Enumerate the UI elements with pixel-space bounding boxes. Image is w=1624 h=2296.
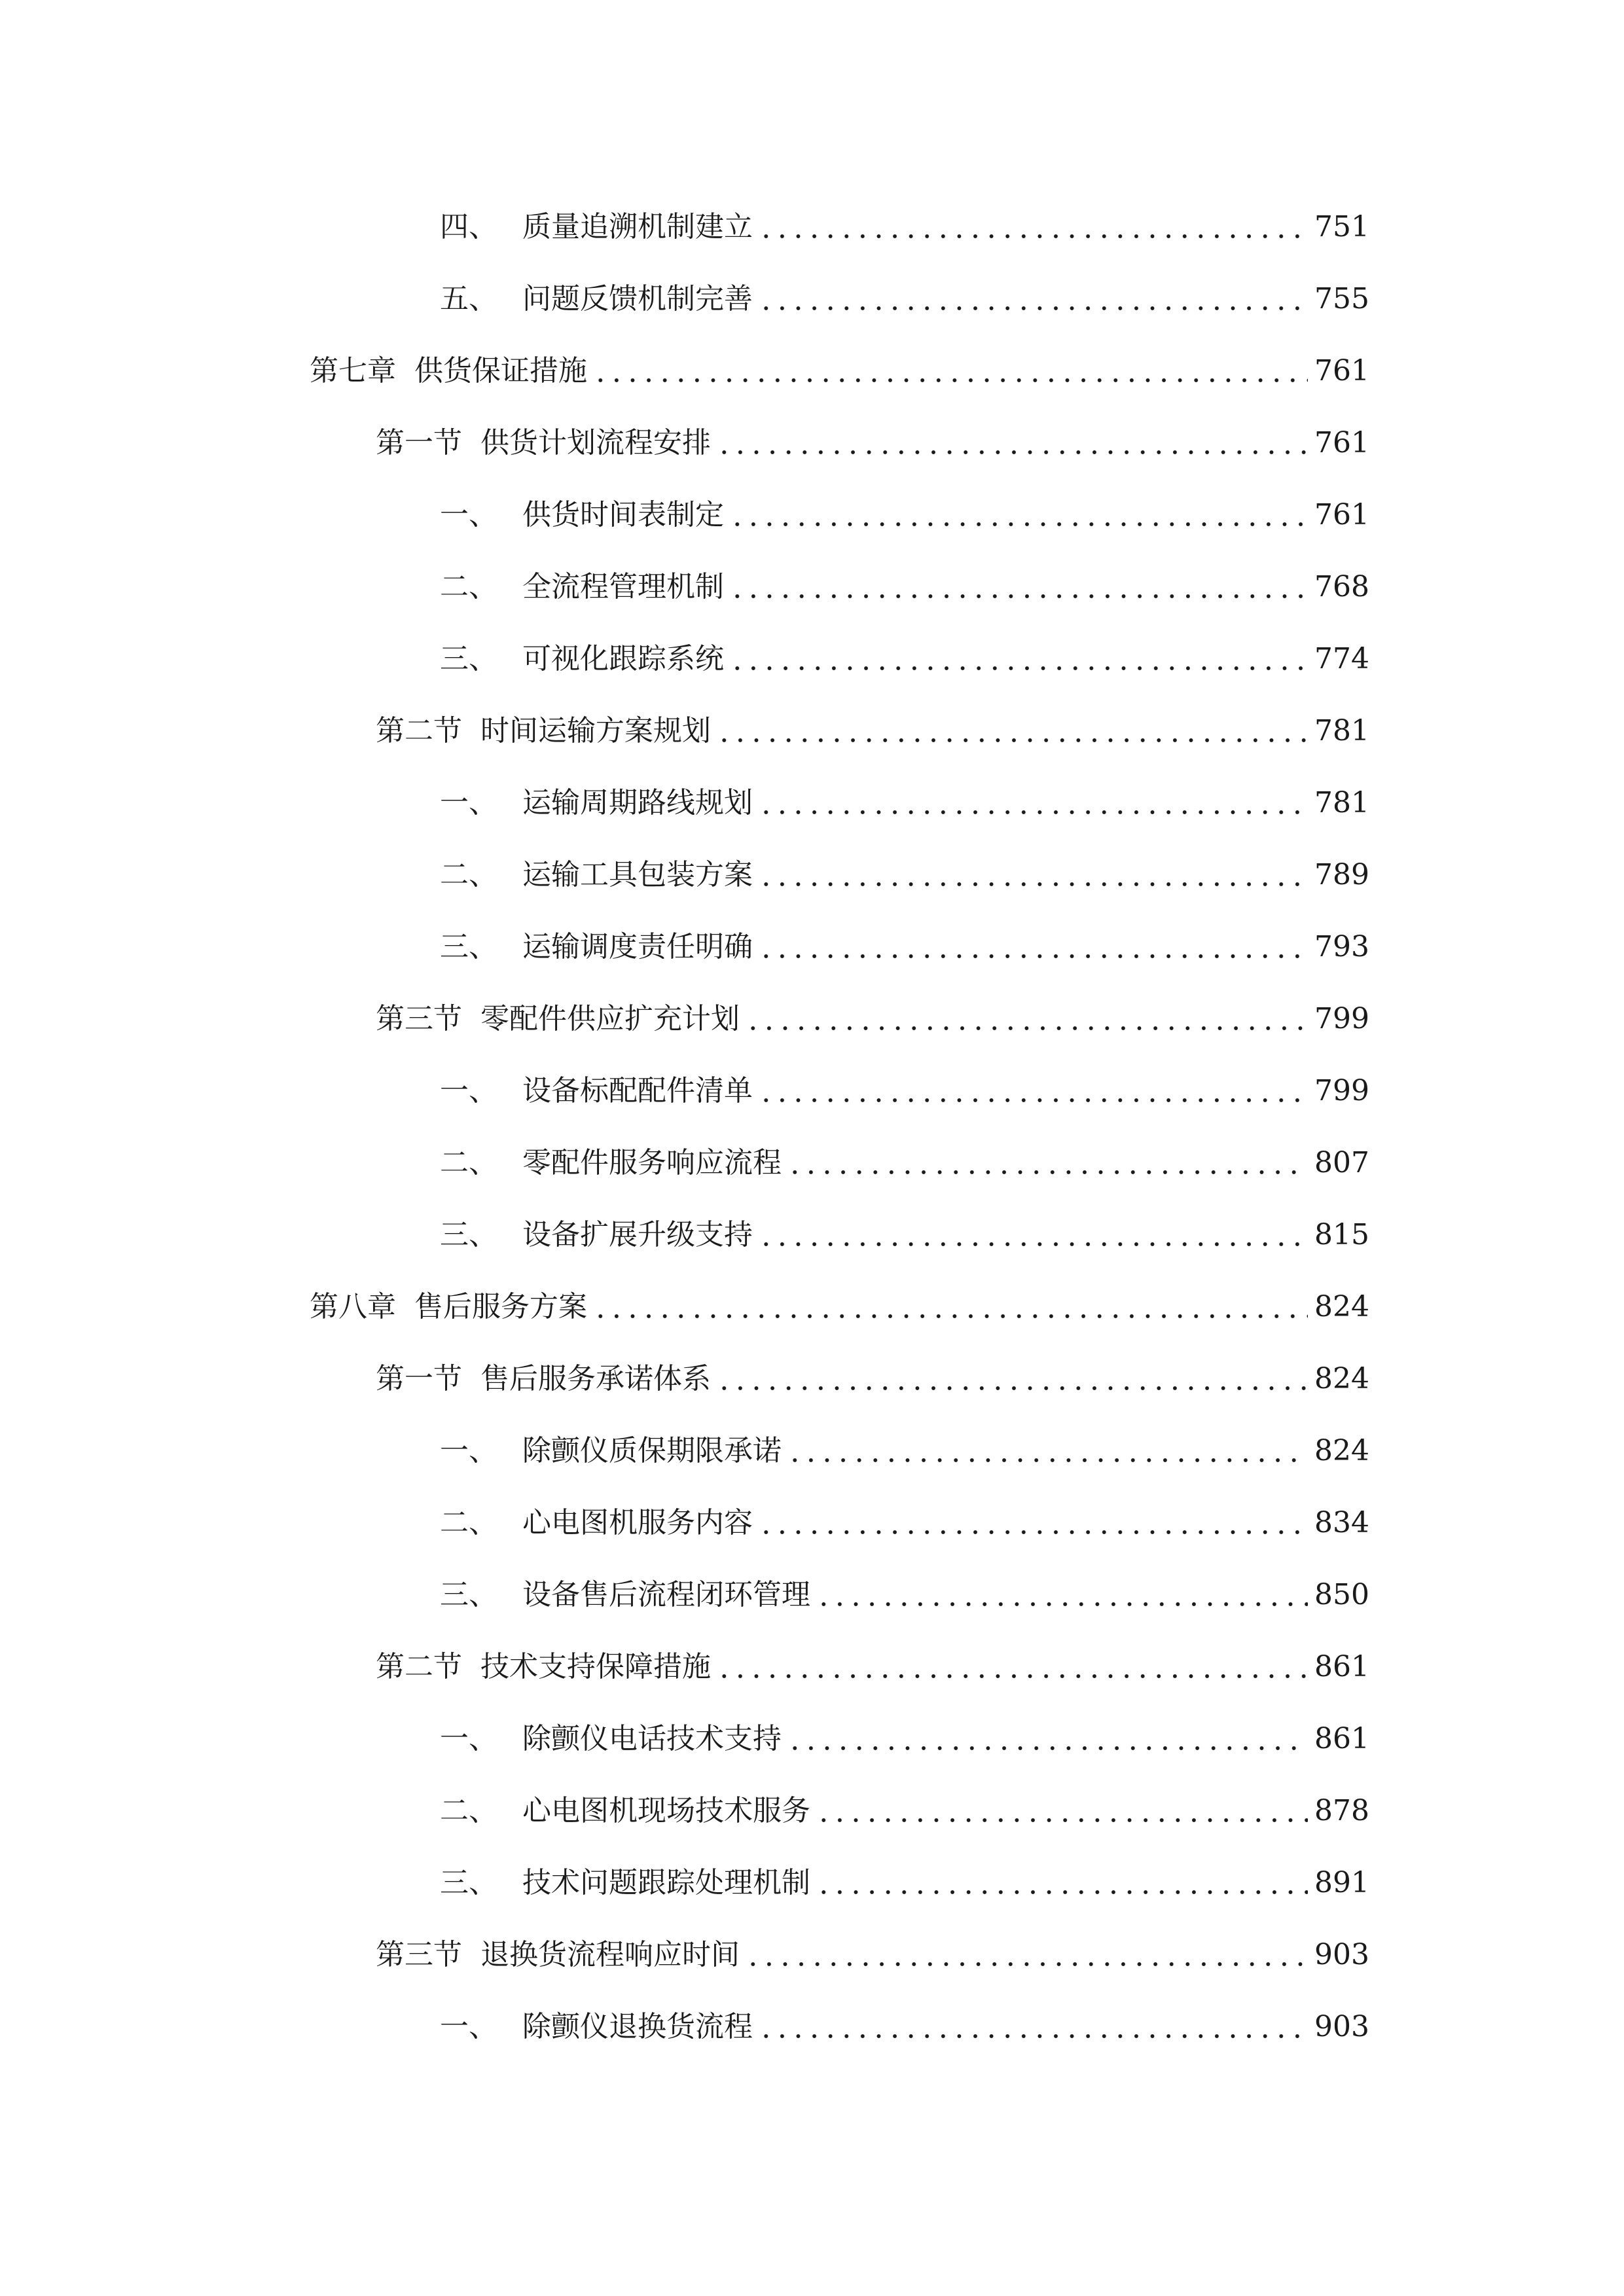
toc-entry-number: 三、	[440, 930, 497, 963]
toc-entry-number: 一、	[440, 1722, 497, 1755]
toc-entry-title: 除颤仪电话技术支持	[522, 1722, 782, 1755]
toc-entry-number: 第一节	[376, 426, 462, 459]
toc-entry-page: 768	[1314, 570, 1369, 603]
toc-entry-page: 781	[1314, 714, 1369, 747]
toc-entry-number: 二、	[440, 1506, 497, 1539]
dot-leader	[758, 1529, 1308, 1535]
toc-entry-title: 全流程管理机制	[522, 570, 724, 603]
toc-entry-title: 设备扩展升级支持	[522, 1218, 753, 1251]
toc-entry[interactable]	[440, 1716, 1369, 1762]
toc-entry-title: 技术支持保障措施	[480, 1650, 711, 1683]
toc-entry[interactable]	[440, 276, 1369, 322]
toc-entry[interactable]	[440, 636, 1369, 682]
toc-entry-title: 售后服务承诺体系	[480, 1362, 711, 1395]
dot-leader	[758, 305, 1308, 312]
toc-entry-section[interactable]	[376, 1356, 1369, 1402]
toc-entry[interactable]	[440, 204, 1369, 250]
toc-entry-section[interactable]	[376, 420, 1369, 466]
toc-entry-number: 一、	[440, 786, 497, 819]
toc-entry-number: 一、	[440, 2010, 497, 2043]
toc-entry-number: 第八章	[310, 1290, 396, 1323]
toc-entry-title: 技术问题跟踪处理机制	[522, 1866, 810, 1899]
toc-entry-page: 761	[1314, 354, 1369, 387]
toc-entry-title: 运输周期路线规划	[522, 786, 753, 819]
dot-leader	[816, 1601, 1308, 1607]
toc-entry-page: 815	[1314, 1218, 1369, 1251]
toc-entry-title: 可视化跟踪系统	[522, 642, 724, 675]
dot-leader	[787, 1169, 1308, 1175]
toc-entry-number: 三、	[440, 1866, 497, 1899]
toc-entry[interactable]	[440, 492, 1369, 538]
dot-leader	[592, 1313, 1308, 1319]
toc-entry-title: 售后服务方案	[414, 1290, 587, 1323]
dot-leader	[758, 1241, 1308, 1247]
toc-entry-page: 903	[1314, 2010, 1369, 2043]
toc-entry-page: 755	[1314, 282, 1369, 315]
toc-entry[interactable]	[440, 1500, 1369, 1546]
toc-entry-number: 第七章	[310, 354, 396, 387]
toc-entry-number: 一、	[440, 498, 497, 531]
dot-leader	[729, 665, 1308, 672]
toc-entry-title: 运输调度责任明确	[522, 930, 753, 963]
toc-entry-page: 807	[1314, 1146, 1369, 1179]
toc-entry-section[interactable]	[376, 1644, 1369, 1690]
toc-entry-title: 除颤仪退换货流程	[522, 2010, 753, 2043]
toc-entry-title: 零配件服务响应流程	[522, 1146, 782, 1179]
toc-entry-page: 861	[1314, 1722, 1369, 1755]
toc-entry[interactable]	[440, 924, 1369, 970]
toc-entry-chapter[interactable]	[310, 1284, 1369, 1330]
toc-entry-number: 第二节	[376, 1650, 462, 1683]
dot-leader	[758, 233, 1308, 240]
toc-entry[interactable]	[440, 1428, 1369, 1474]
dot-leader	[758, 1097, 1308, 1103]
dot-leader	[745, 1961, 1308, 1967]
toc-entry-title: 质量追溯机制建立	[522, 210, 753, 243]
toc-entry-title: 设备标配配件清单	[522, 1074, 753, 1107]
toc-entry-number: 五、	[440, 282, 497, 315]
dot-leader	[745, 1025, 1308, 1031]
toc-entry[interactable]	[440, 1788, 1369, 1834]
toc-entry-page: 761	[1314, 426, 1369, 459]
toc-entry[interactable]	[440, 564, 1369, 610]
toc-entry-page: 834	[1314, 1506, 1369, 1539]
toc-entry-page: 850	[1314, 1578, 1369, 1611]
toc-entry-page: 799	[1314, 1074, 1369, 1107]
toc-entry-number: 二、	[440, 858, 497, 891]
dot-leader	[729, 521, 1308, 528]
toc-entry-page: 824	[1314, 1290, 1369, 1323]
toc-entry-number: 三、	[440, 1218, 497, 1251]
toc-entry-number: 二、	[440, 570, 497, 603]
dot-leader	[592, 377, 1308, 384]
dot-leader	[716, 737, 1308, 744]
dot-leader	[758, 2033, 1308, 2039]
dot-leader	[758, 953, 1308, 960]
dot-leader	[787, 1745, 1308, 1751]
toc-entry-title: 设备售后流程闭环管理	[522, 1578, 810, 1611]
toc-entry-section[interactable]	[376, 1932, 1369, 1978]
toc-entry-title: 时间运输方案规划	[480, 714, 711, 747]
toc-entry-page: 861	[1314, 1650, 1369, 1683]
toc-entry-page: 774	[1314, 642, 1369, 675]
toc-entry-title: 心电图机服务内容	[522, 1506, 753, 1539]
toc-entry-number: 第三节	[376, 1938, 462, 1971]
dot-leader	[716, 1673, 1308, 1679]
toc-entry-title: 心电图机现场技术服务	[522, 1794, 810, 1827]
toc-entry-page: 793	[1314, 930, 1369, 963]
toc-entry-title: 零配件供应扩充计划	[480, 1002, 740, 1035]
toc-entry[interactable]	[440, 780, 1369, 826]
toc-entry-title: 问题反馈机制完善	[522, 282, 753, 315]
toc-entry-number: 一、	[440, 1074, 497, 1107]
toc-entry-page: 824	[1314, 1434, 1369, 1467]
toc-entry[interactable]	[440, 852, 1369, 898]
toc-entry-page: 891	[1314, 1866, 1369, 1899]
toc-entry-title: 供货保证措施	[414, 354, 587, 387]
toc-entry-page: 751	[1314, 210, 1369, 243]
toc-entry-title: 退换货流程响应时间	[480, 1938, 740, 1971]
toc-entry[interactable]	[440, 1068, 1369, 1114]
dot-leader	[758, 881, 1308, 888]
toc-entry-number: 四、	[440, 210, 497, 243]
dot-leader	[816, 1889, 1308, 1895]
toc-entry-chapter[interactable]	[310, 348, 1369, 394]
dot-leader	[758, 809, 1308, 816]
toc-entry-title: 供货计划流程安排	[480, 426, 711, 459]
toc-entry-number: 第二节	[376, 714, 462, 747]
toc-entry-section[interactable]	[376, 996, 1369, 1042]
toc-entry[interactable]	[440, 1860, 1369, 1906]
dot-leader	[716, 449, 1308, 456]
dot-leader	[729, 593, 1308, 600]
toc-entry-page: 878	[1314, 1794, 1369, 1827]
toc-entry[interactable]	[440, 1212, 1369, 1258]
dot-leader	[716, 1385, 1308, 1391]
toc-entry-title: 除颤仪质保期限承诺	[522, 1434, 782, 1467]
toc-entry-page: 789	[1314, 858, 1369, 891]
toc-entry-title: 运输工具包装方案	[522, 858, 753, 891]
toc-entry-number: 三、	[440, 1578, 497, 1611]
toc-entry[interactable]	[440, 1572, 1369, 1618]
toc-entry-number: 二、	[440, 1146, 497, 1179]
toc-entry-number: 第一节	[376, 1362, 462, 1395]
toc-entry[interactable]	[440, 2004, 1369, 2050]
toc-entry[interactable]	[440, 1140, 1369, 1186]
toc-entry-page: 799	[1314, 1002, 1369, 1035]
toc-entry-page: 761	[1314, 498, 1369, 531]
toc-entry-page: 903	[1314, 1938, 1369, 1971]
toc-entry-number: 三、	[440, 642, 497, 675]
toc-entry-page: 824	[1314, 1362, 1369, 1395]
dot-leader	[816, 1817, 1308, 1823]
toc-entry-number: 第三节	[376, 1002, 462, 1035]
toc-entry-section[interactable]	[376, 708, 1369, 754]
toc-entry-title: 供货时间表制定	[522, 498, 724, 531]
toc-entry-number: 一、	[440, 1434, 497, 1467]
dot-leader	[787, 1457, 1308, 1463]
toc-entry-number: 二、	[440, 1794, 497, 1827]
toc-entry-page: 781	[1314, 786, 1369, 819]
